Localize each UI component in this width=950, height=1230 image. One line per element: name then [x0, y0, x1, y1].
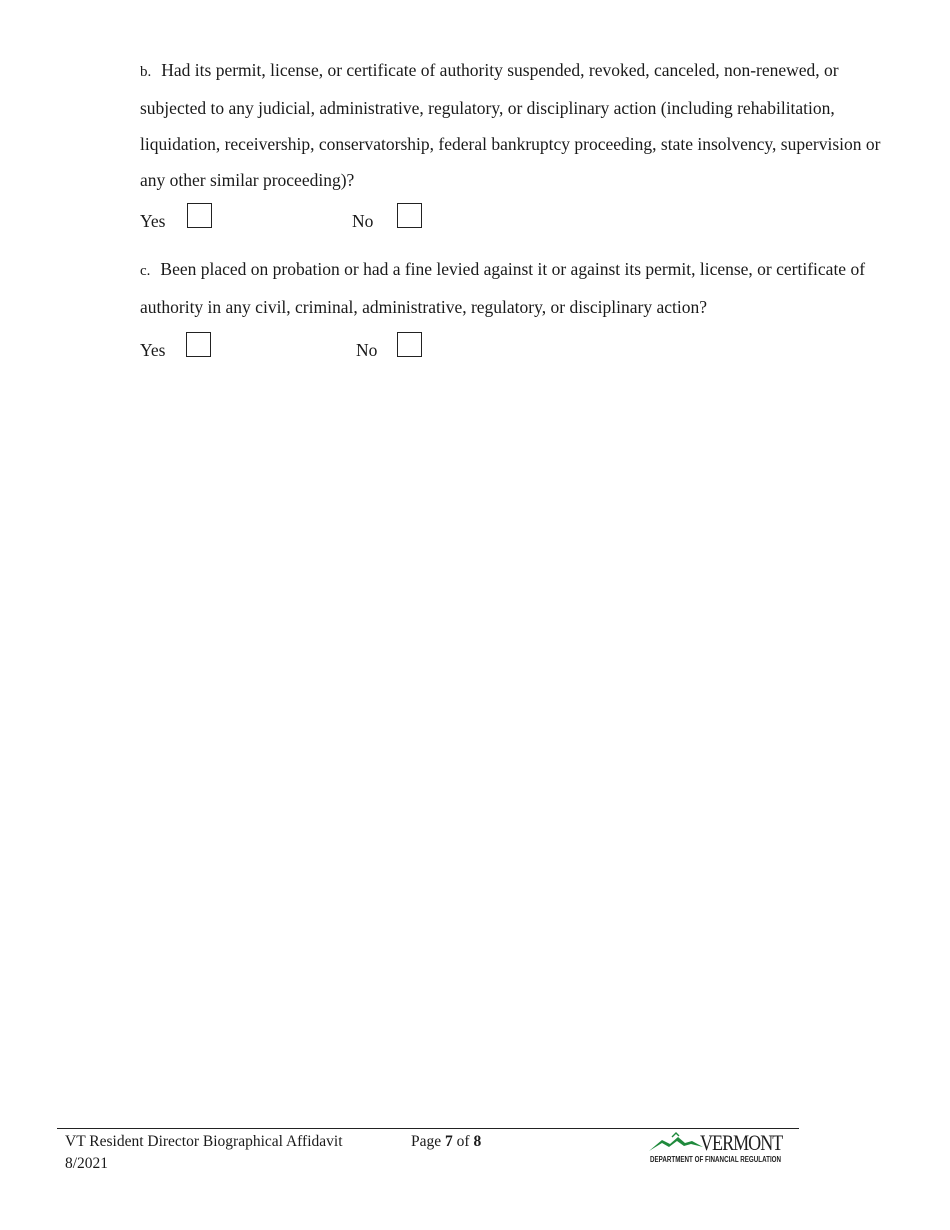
- footer-document-title: VT Resident Director Biographical Affidavit: [65, 1133, 343, 1150]
- question-c: [140, 251, 900, 325]
- footer-page-prefix: Page: [411, 1133, 442, 1150]
- question-b-no-checkbox[interactable]: [397, 203, 422, 228]
- question-b: [140, 52, 900, 198]
- question-c-no-label: No: [356, 340, 378, 360]
- question-b-yes-label: Yes: [140, 211, 166, 231]
- question-b-yes-checkbox[interactable]: [187, 203, 212, 228]
- question-b-no-label: No: [352, 211, 374, 231]
- footer-page-total: 8: [473, 1133, 482, 1150]
- logo-subtitle: DEPARTMENT OF FINANCIAL REGULATION: [650, 1155, 782, 1164]
- question-c-text: Been placed on probation or had a fine levied against it or against its permit, license, or certificate of authority in any civil, criminal, administrative, regulatory, or disciplinary action?: [140, 259, 866, 317]
- question-b-text: Had its permit, license, or certificate of authority suspended, revoked, canceled, non-renewed, or subjected to any judicial, administrative, regulatory, or disciplinary action (including rehabilitation, liquidation, receivership, conservatorship, federal bankruptcy proceeding, state insolvency, supervision or any other similar proceeding)?: [140, 60, 881, 190]
- footer-page-of: of: [456, 1133, 470, 1150]
- question-c-letter: c.: [140, 263, 151, 279]
- footer-divider: [57, 1128, 799, 1129]
- footer-date: 8/2021: [65, 1155, 109, 1172]
- question-c-yes-label: Yes: [140, 340, 166, 360]
- mountain-icon: [648, 1131, 704, 1153]
- footer-page-number: [411, 1131, 481, 1152]
- question-b-letter: b.: [140, 64, 152, 80]
- question-c-no-checkbox[interactable]: [397, 332, 422, 357]
- vermont-dfr-logo: [648, 1131, 790, 1165]
- footer-page-current: 7: [445, 1133, 453, 1150]
- logo-wordmark: VERMONT: [700, 1130, 783, 1155]
- question-c-yes-checkbox[interactable]: [186, 332, 211, 357]
